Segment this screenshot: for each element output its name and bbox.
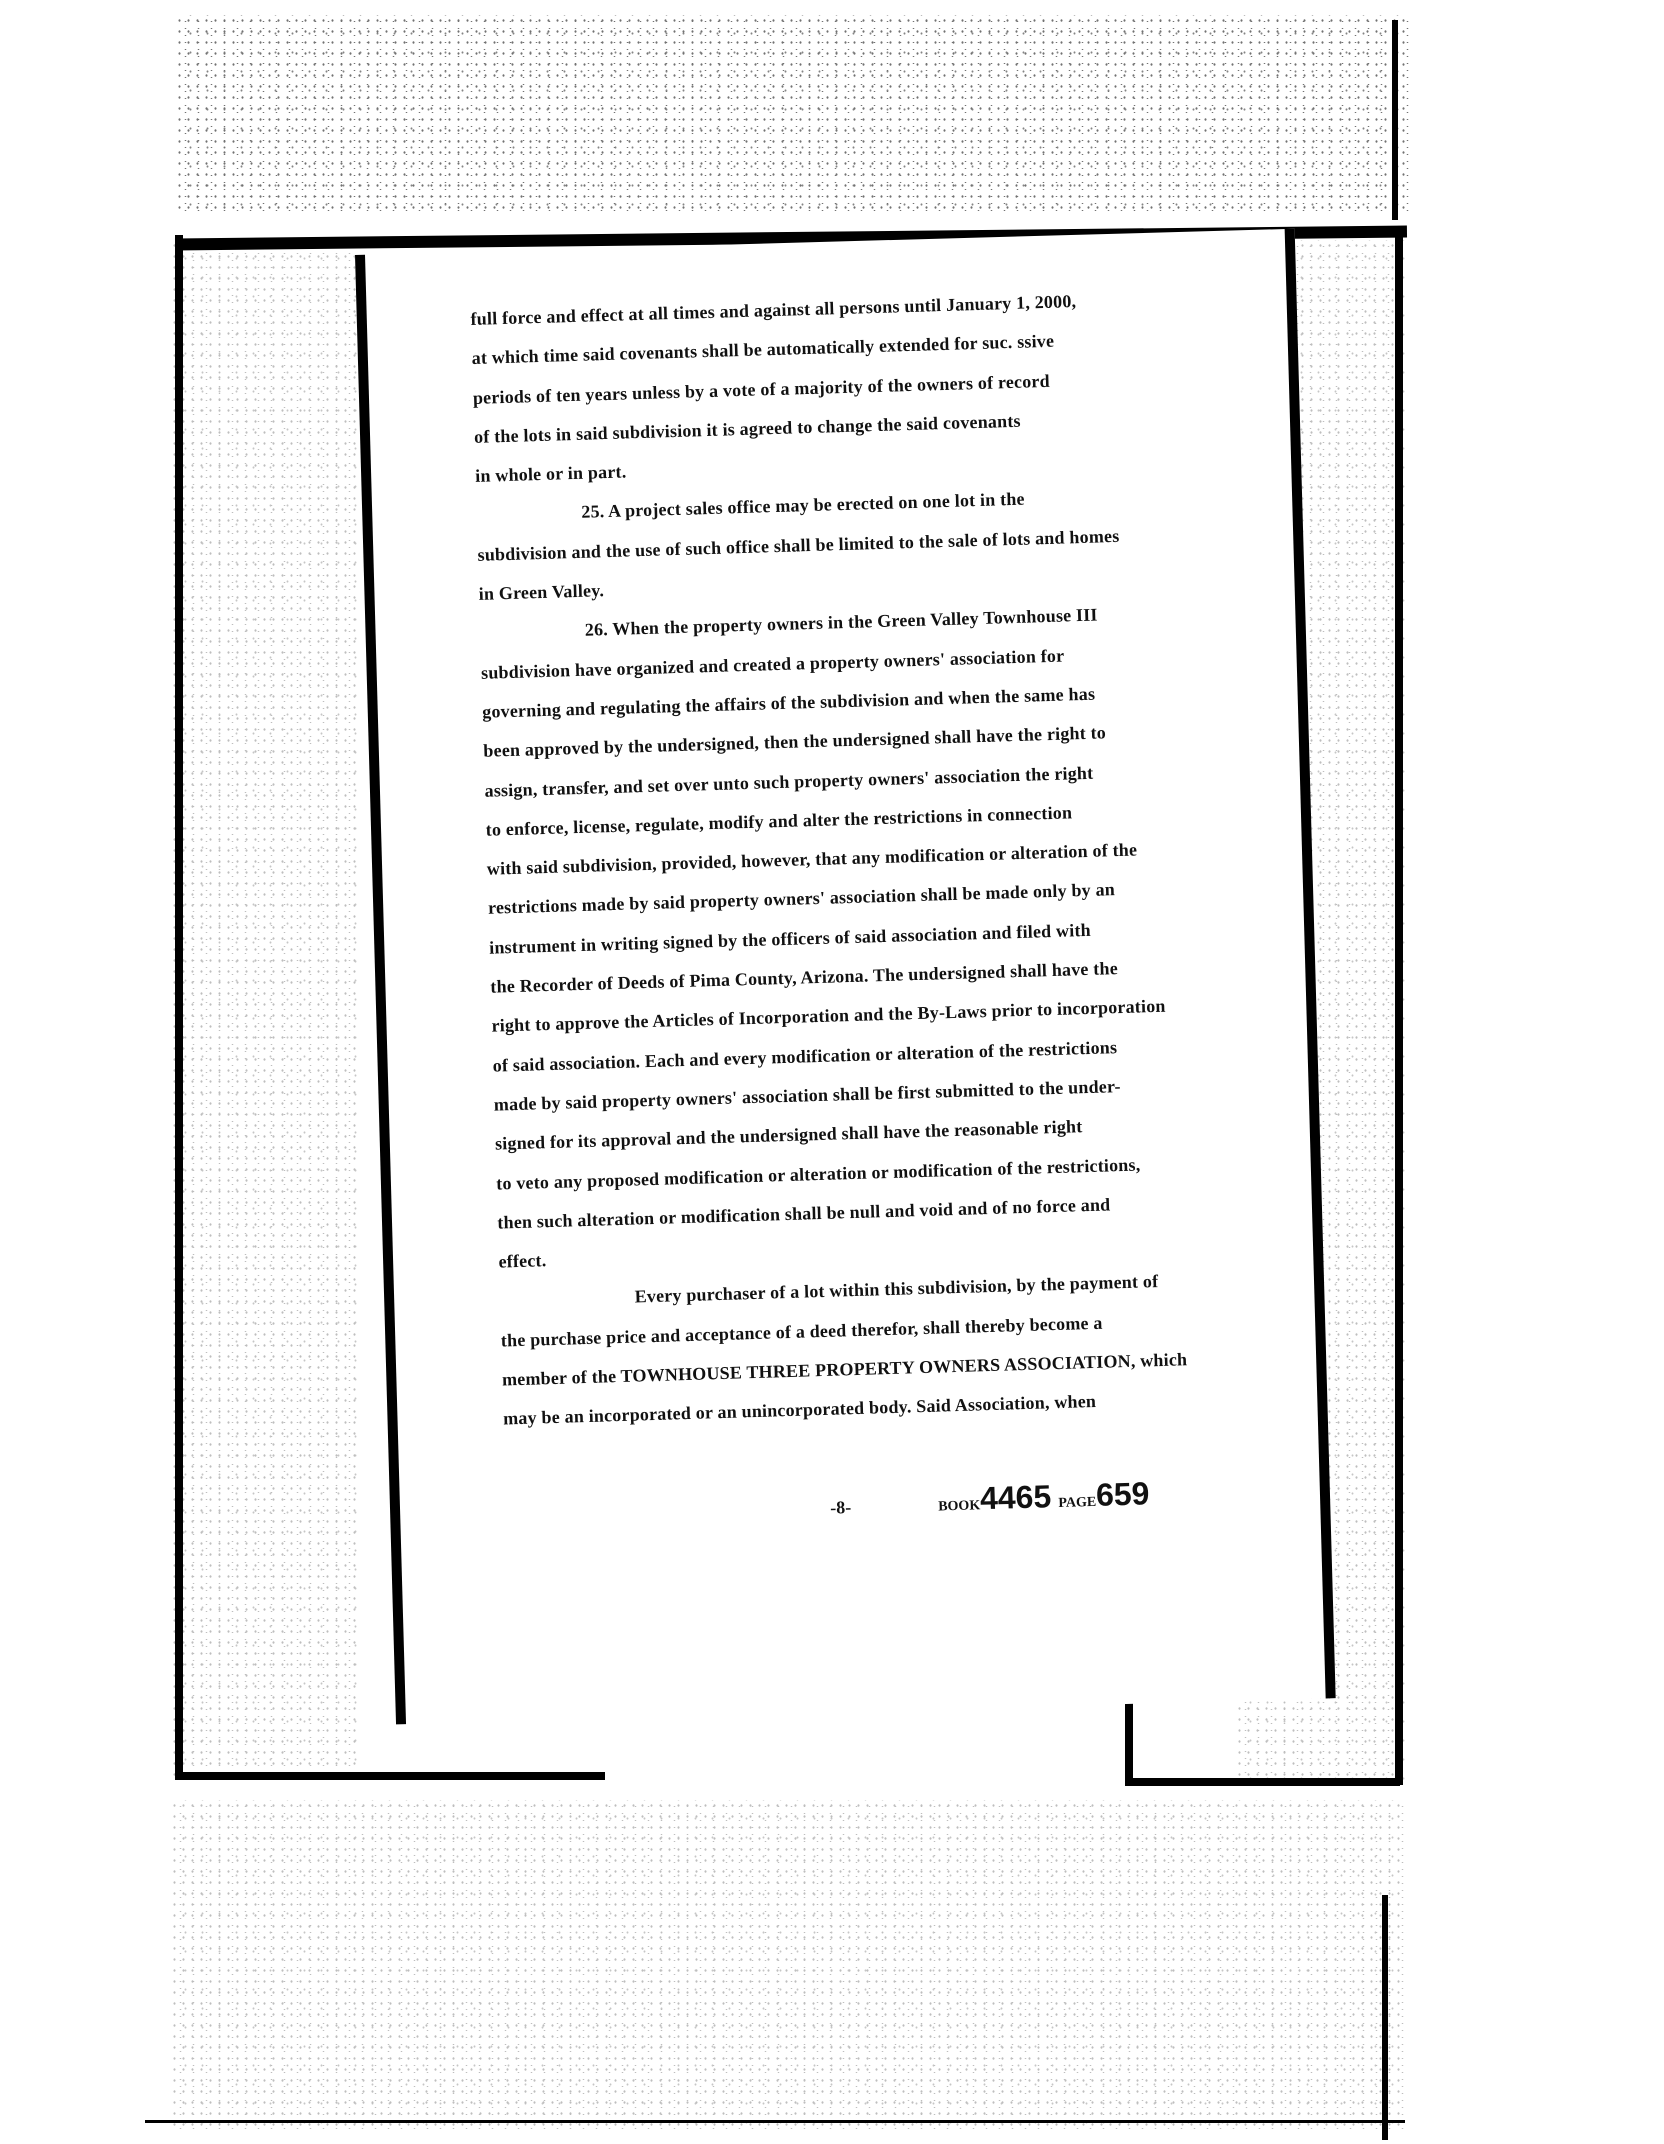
text-line: at which time said covenants shall be automatically extended for suc. ssive	[471, 330, 1055, 369]
text-line: the Recorder of Deeds of Pima County, Arizona. The undersigned shall have the	[490, 958, 1119, 997]
scan-frame-bottom-right	[1125, 1778, 1400, 1786]
scan-noise-left	[170, 240, 360, 1780]
text-line: instrument in writing signed by the officers of said association and filed with	[488, 919, 1092, 958]
scan-frame-right	[1395, 235, 1403, 1785]
scan-frame-bottom-left	[175, 1772, 605, 1780]
text-line: the purchase price and acceptance of a deed therefor, shall thereby become a	[500, 1312, 1103, 1351]
text-line: of the lots in said subdivision it is agreed to change the said covenants	[473, 410, 1021, 447]
text-line: periods of ten years unless by a vote of a majority of the owners of record	[472, 370, 1051, 408]
text-line: of said association. Each and every modification or alteration of the restrictions	[492, 1036, 1118, 1076]
scan-edge-right-bottom	[1382, 1895, 1388, 2140]
text-line: subdivision and the use of such office shall be limited to the sale of lots and homes	[477, 525, 1120, 565]
text-line: full force and effect at all times and against all persons until January 1, 2000,	[470, 291, 1077, 329]
text-line: in whole or in part.	[474, 461, 627, 487]
scan-noise-top	[175, 15, 1410, 215]
paragraph-26-start: 26. When the property owners in the Green Valley Townhouse III	[584, 604, 1098, 641]
document-body	[470, 277, 1263, 1439]
page-label: PAGE	[1058, 1494, 1097, 1511]
text-line: governing and regulating the affairs of the subdivision and when the same has	[481, 683, 1096, 722]
text-line: effect.	[498, 1250, 547, 1272]
book-number: 4465	[979, 1478, 1052, 1517]
scan-noise-bottom	[170, 1800, 1405, 2130]
text-line: to enforce, license, regulate, modify and alter the restrictions in connection	[485, 802, 1073, 840]
text-line: signed for its approval and the undersigned shall have the reasonable right	[494, 1116, 1083, 1154]
text-line: subdivision have organized and created a property owners' association for	[480, 645, 1065, 683]
text-line: assign, transfer, and set over unto such property owners' association the right	[484, 762, 1094, 801]
text-line: may be an incorporated or an unincorporated body. Said Association, when	[502, 1391, 1097, 1429]
text-line: to veto any proposed modification or alteration or modification of the restrictions,	[495, 1154, 1141, 1194]
text-line: been approved by the undersigned, then the undersigned shall have the right to	[483, 722, 1107, 762]
text-line: made by said property owners' association shall be first submitted to the under-	[493, 1075, 1121, 1115]
book-label: BOOK	[938, 1498, 981, 1515]
page-number: -8-	[829, 1497, 852, 1518]
scan-edge-bottom-line	[145, 2120, 1405, 2123]
text-line: restrictions made by said property owners' association shall be made only by an	[487, 879, 1116, 919]
text-line: then such alteration or modification shall be null and void and of no force and	[497, 1194, 1111, 1233]
recorder-page-number: 659	[1095, 1475, 1150, 1513]
text-line: with said subdivision, provided, however, that any modification or alteration of the	[486, 839, 1138, 879]
text-line: in Green Valley.	[478, 580, 605, 604]
paragraph-25-start: 25. A project sales office may be erected on one lot in the	[581, 489, 1026, 523]
scan-frame-left	[175, 235, 183, 1780]
text-line: member of the TOWNHOUSE THREE PROPERTY OWNERS ASSOCIATION, which	[501, 1349, 1188, 1390]
paragraph-association-start: Every purchaser of a lot within this subdivision, by the payment of	[634, 1271, 1159, 1307]
scan-edge-right-top	[1392, 20, 1398, 220]
text-line: right to approve the Articles of Incorporation and the By-Laws prior to incorporation	[491, 996, 1166, 1037]
